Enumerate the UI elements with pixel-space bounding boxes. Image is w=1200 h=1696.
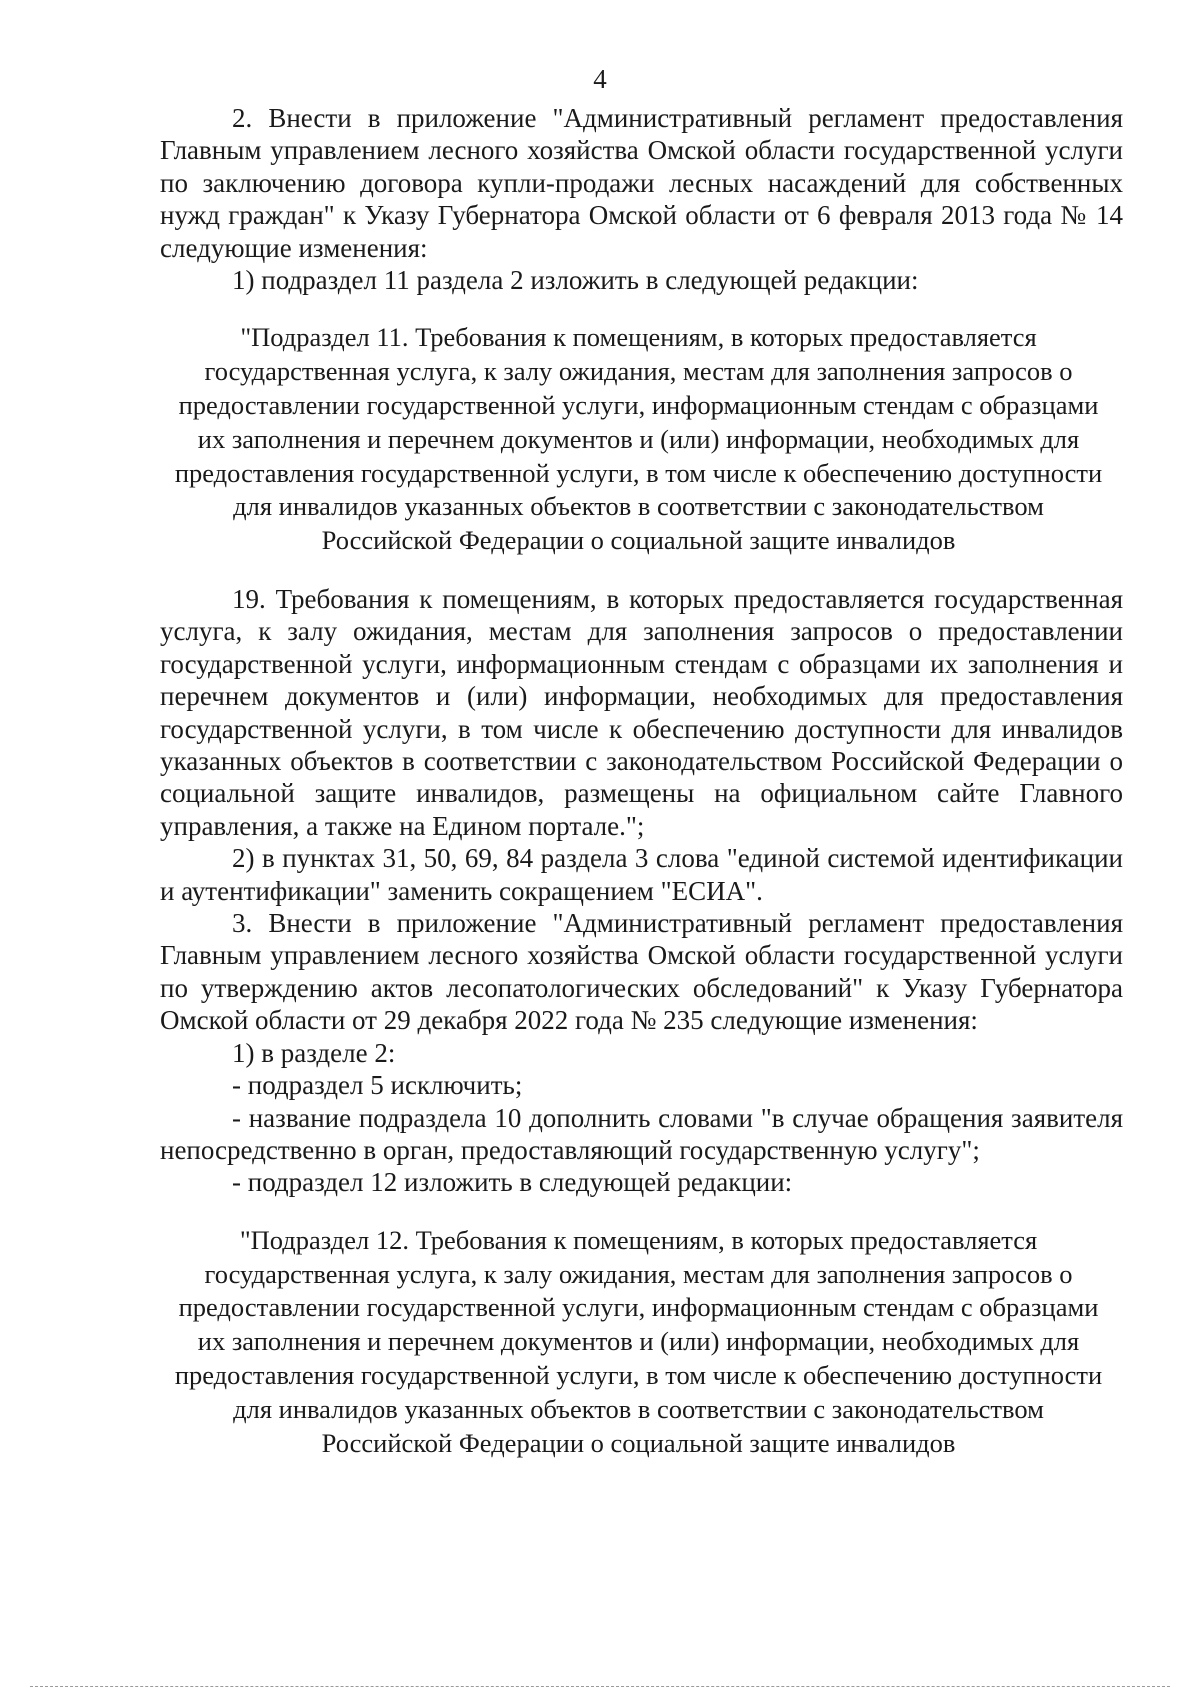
paragraph-clause-19: 19. Требования к помещениям, в которых предоставляется государственная услуга, к залу ожидания, местам для заполнения запросов о предоставлении государственной услуги, информационным стендам с образцами их заполнения и перечнем документов и (или) информации, необходимых для предоставления государственной услуги, в том числе к обеспечению доступности для инвалидов указанных объектов в соответствии с законодательством Российской Федерации о социальной защите инвалидов, размещены на официальном сайте Главного управления, а также на Едином портале."; bbox=[160, 584, 1123, 841]
paragraph-subsection-12-intro: - подраздел 12 изложить в следующей редакции: bbox=[232, 1167, 793, 1198]
paragraph-item-2: 2. Внести в приложение "Административный регламент предоставления Главным управлением лесного хозяйства Омской области государственной услуги по заключению договора купли-продажи лесных насаждений для собственных нужд граждан" к Указу Губернатора Омской области от 6 февраля 2013 года № 14 следующие изменения: bbox=[160, 103, 1123, 263]
subsection-11-heading: "Подраздел 11. Требования к помещениям, в которых предоставляется государственная услуга, к залу ожидания, местам для заполнения запросов о предоставлении государственной услуги, информационным стендам с образцами их заполнения и перечнем документов и (или) информации, необходимых для предоставления государственной услуги, в том числе к обеспечению доступности для инвалидов указанных объектов в соответствии с законодательством Российской Федерации о социальной защите инвалидов bbox=[174, 322, 1103, 556]
paragraph-subitem-2: 2) в пунктах 31, 50, 69, 84 раздела 3 слова "единой системой идентификации и аутентификации" заменить сокращением "ЕСИА". bbox=[160, 843, 1123, 906]
paragraph-section-2: 1) в разделе 2: bbox=[232, 1037, 396, 1068]
paragraph-exclude-subsection-5: - подраздел 5 исключить; bbox=[232, 1070, 523, 1101]
bottom-scan-line bbox=[30, 1686, 1170, 1687]
page-number: 4 bbox=[593, 64, 607, 94]
paragraph-subsection-10-title: - название подраздела 10 дополнить словами "в случае обращения заявителя непосредственно в орган, предоставляющий государственную услугу"; bbox=[160, 1102, 1123, 1165]
document-body bbox=[160, 102, 1123, 1460]
paragraph-subitem-1: 1) подраздел 11 раздела 2 изложить в следующей редакции: bbox=[232, 265, 919, 296]
paragraph-item-3: 3. Внести в приложение "Административный регламент предоставления Главным управлением лесного хозяйства Омской области государственной услуги по утверждению актов лесопатологических обследований" к Указу Губернатора Омской области от 29 декабря 2022 года № 235 следующие изменения: bbox=[160, 908, 1123, 1036]
subsection-12-heading: "Подраздел 12. Требования к помещениям, в которых предоставляется государственная услуга, к залу ожидания, местам для заполнения запросов о предоставлении государственной услуги, информационным стендам с образцами их заполнения и перечнем документов и (или) информации, необходимых для предоставления государственной услуги, в том числе к обеспечению доступности для инвалидов указанных объектов в соответствии с законодательством Российской Федерации о социальной защите инвалидов bbox=[174, 1224, 1103, 1458]
